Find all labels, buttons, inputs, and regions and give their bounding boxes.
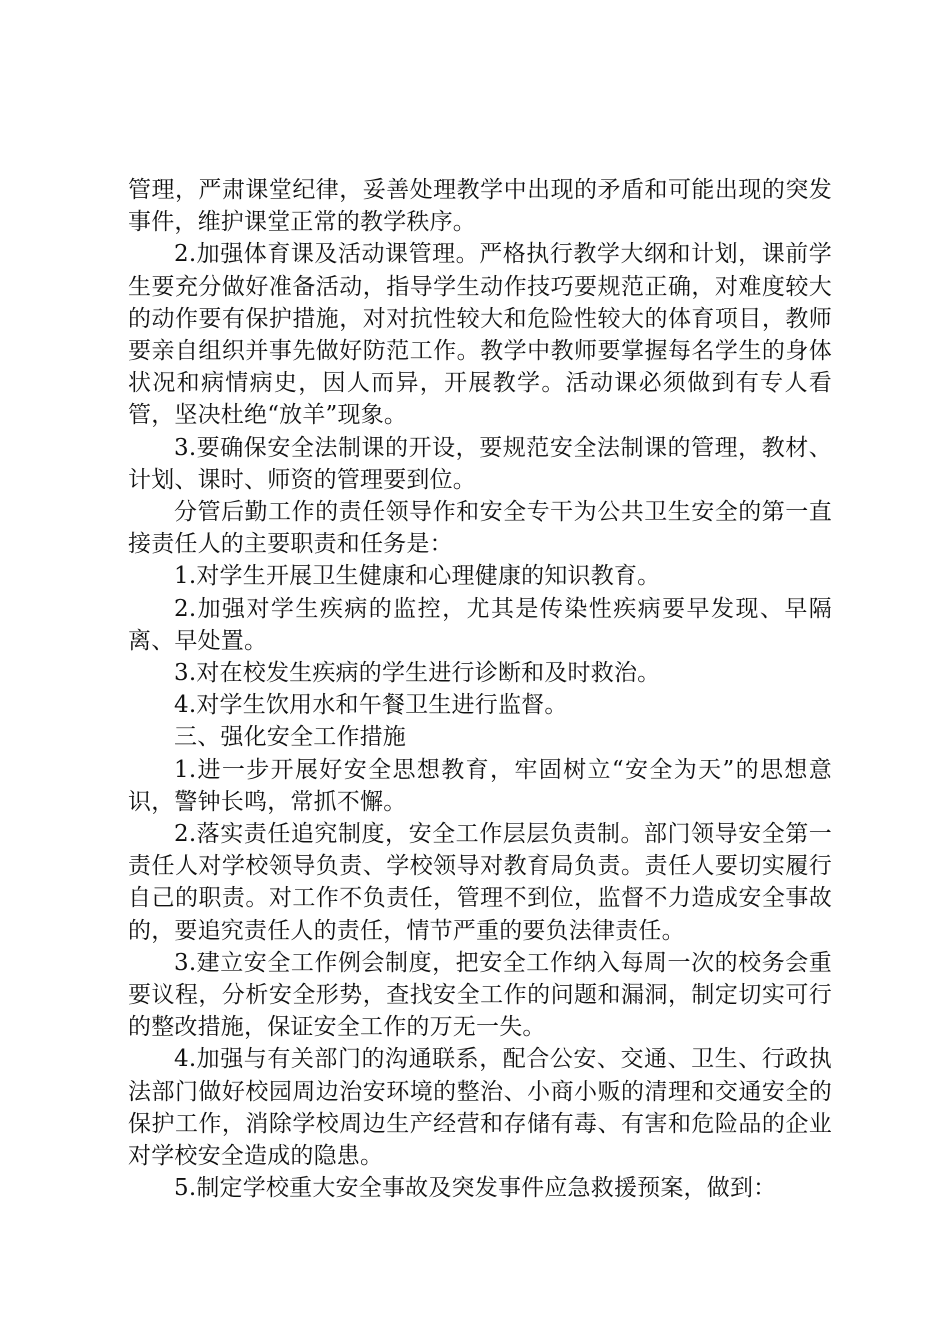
paragraph-department-liaison: 4.加强与有关部门的沟通联系，配合公安、交通、卫生、行政执法部门做好校园周边治安环境的整治、小商小贩的清理和交通安全的保护工作，消除学校周边生产经营和存储有毒、有害和危险品的企业对学校安全造成的隐患。 <box>128 1046 832 1170</box>
paragraph-safety-education: 1.进一步开展好安全思想教育，牢固树立“安全为天”的思想意识，警钟长鸣，常抓不懈。 <box>128 756 832 815</box>
paragraph-disease-monitoring: 2.加强对学生疾病的监控，尤其是传染性疾病要早发现、早隔离、早处置。 <box>128 595 832 654</box>
paragraph-pe-class-management: 2.加强体育课及活动课管理。严格执行教学大纲和计划，课前学生要充分做好准备活动，指导学生动作技巧要规范正确，对难度较大的动作要有保护措施，对对抗性较大和危险性较大的体育项目，教师要亲自组织并事先做好防范工作。教学中教师要掌握每名学生的身体状况和病情病史，因人而异，开展教学。活动课必须做到有专人看管，坚决杜绝“放羊”现象。 <box>128 241 832 429</box>
paragraph-logistics-responsibility: 分管后勤工作的责任领导作和安全专干为公共卫生安全的第一直接责任人的主要职责和任务是： <box>128 499 832 558</box>
paragraph-safety-law-class: 3.要确保安全法制课的开设，要规范安全法制课的管理，教材、计划、课时、师资的管理要到位。 <box>128 434 832 493</box>
document-body <box>128 174 832 1205</box>
paragraph-accountability: 2.落实责任追究制度，安全工作层层负责制。部门领导安全第一责任人对学校领导负责、学校领导对教育局负责。责任人要切实履行自己的职责。对工作不负责任，管理不到位，监督不力造成安全事故的，要追究责任人的责任，情节严重的要负法律责任。 <box>128 821 832 944</box>
section-heading-safety-measures: 三、强化安全工作措施 <box>174 724 406 751</box>
paragraph-emergency-plan: 5.制定学校重大安全事故及突发事件应急救援预案，做到： <box>174 1175 777 1202</box>
paragraph-continuation: 管理，严肃课堂纪律，妥善处理教学中出现的矛盾和可能出现的突发事件，维护课堂正常的教学秩序。 <box>128 177 832 236</box>
paragraph-diagnosis-treatment: 3.对在校发生疾病的学生进行诊断和及时救治。 <box>174 660 661 687</box>
paragraph-health-education: 1.对学生开展卫生健康和心理健康的知识教育。 <box>174 563 661 590</box>
paragraph-safety-meetings: 3.建立安全工作例会制度，把安全工作纳入每周一次的校务会重要议程，分析安全形势，查找安全工作的问题和漏洞，制定切实可行的整改措施，保证安全工作的万无一失。 <box>128 949 832 1041</box>
paragraph-water-lunch-supervision: 4.对学生饮用水和午餐卫生进行监督。 <box>174 692 568 719</box>
